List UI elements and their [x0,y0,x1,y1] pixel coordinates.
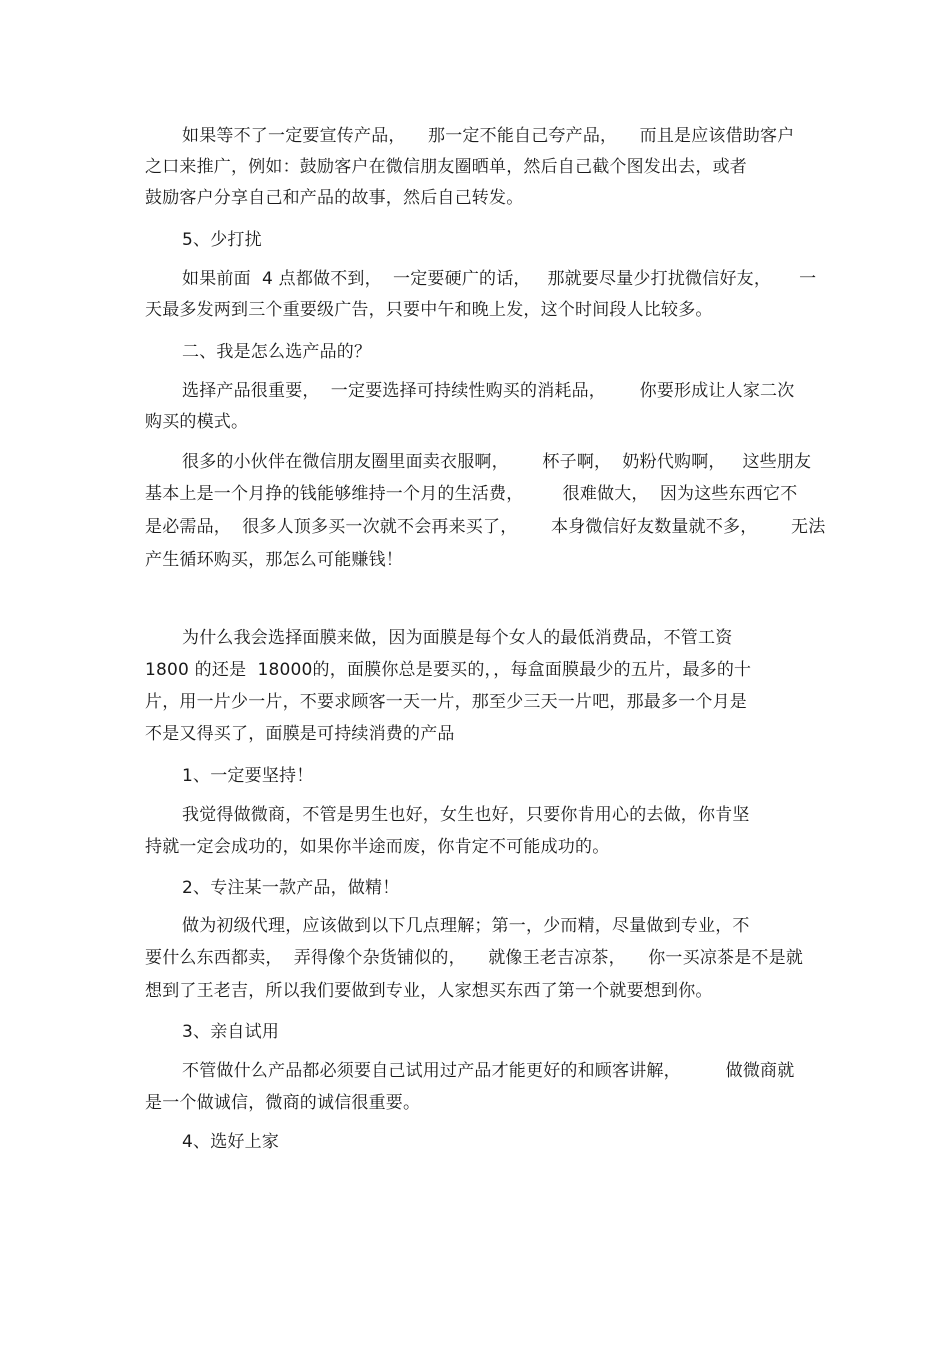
section-heading: 5、少打扰 [182,230,262,250]
section-heading: 4、选好上家 [182,1132,280,1152]
paragraph-line: 天最多发两到三个重要级广告，只要中午和晚上发，这个时间段人比较多。 [145,300,713,320]
paragraph-line: 不管做什么产品都必须要自己试用过产品才能更好的和顾客讲解， 做微商就 [182,1061,795,1081]
paragraph-line: 不是又得买了，面膜是可持续消费的产品 [145,724,455,744]
paragraph-line: 基本上是一个月挣的钱能够维持一个月的生活费， 很难做大， 因为这些东西它不 [145,484,798,504]
section-heading: 2、专注某一款产品，做精！ [182,878,400,898]
paragraph-line: 产生循环购买，那怎么可能赚钱！ [145,550,403,570]
paragraph-line: 持就一定会成功的，如果你半途而废，你肯定不可能成功的。 [145,837,610,857]
section-heading: 3、亲自试用 [182,1022,280,1042]
paragraph-line: 如果前面 4 点都做不到， 一定要硬广的话， 那就要尽量少打扰微信好友， 一 [182,269,817,289]
paragraph-line: 购买的模式。 [145,412,249,432]
paragraph-line: 1800 的还是 18000的，面膜你总是要买的，，每盒面膜最少的五片，最多的十 [145,660,752,680]
paragraph-line: 是必需品， 很多人顶多买一次就不会再来买了， 本身微信好友数量就不多， 无法 [145,517,826,537]
paragraph-line: 做为初级代理，应该做到以下几点理解；第一，少而精，尽量做到专业，不 [182,916,750,936]
paragraph-line: 如果等不了一定要宣传产品， 那一定不能自己夸产品， 而且是应该借助客户 [182,126,795,146]
paragraph-line: 想到了王老吉，所以我们要做到专业，人家想买东西了第一个就要想到你。 [145,981,713,1001]
section-heading: 二、我是怎么选产品的？ [182,342,372,362]
paragraph-line: 为什么我会选择面膜来做，因为面膜是每个女人的最低消费品，不管工资 [182,628,733,648]
paragraph-line: 我觉得做微商，不管是男生也好，女生也好，只要你肯用心的去做，你肯坚 [182,805,750,825]
paragraph-line: 很多的小伙伴在微信朋友圈里面卖衣服啊， 杯子啊， 奶粉代购啊， 这些朋友 [182,452,812,472]
paragraph-line: 要什么东西都卖， 弄得像个杂货铺似的， 就像王老吉凉茶， 你一买凉茶是不是就 [145,948,804,968]
section-heading: 1、一定要坚持！ [182,766,314,786]
paragraph-line: 鼓励客户分享自己和产品的故事，然后自己转发。 [145,188,524,208]
paragraph-line: 选择产品很重要， 一定要选择可持续性购买的消耗品， 你要形成让人家二次 [182,381,795,401]
paragraph-line: 片，用一片少一片，不要求顾客一天一片，那至少三天一片吧，那最多一个月是 [145,692,747,712]
paragraph-line: 之口来推广，例如：鼓励客户在微信朋友圈晒单，然后自己截个图发出去，或者 [145,157,747,177]
paragraph-line: 是一个做诚信，微商的诚信很重要。 [145,1093,421,1113]
